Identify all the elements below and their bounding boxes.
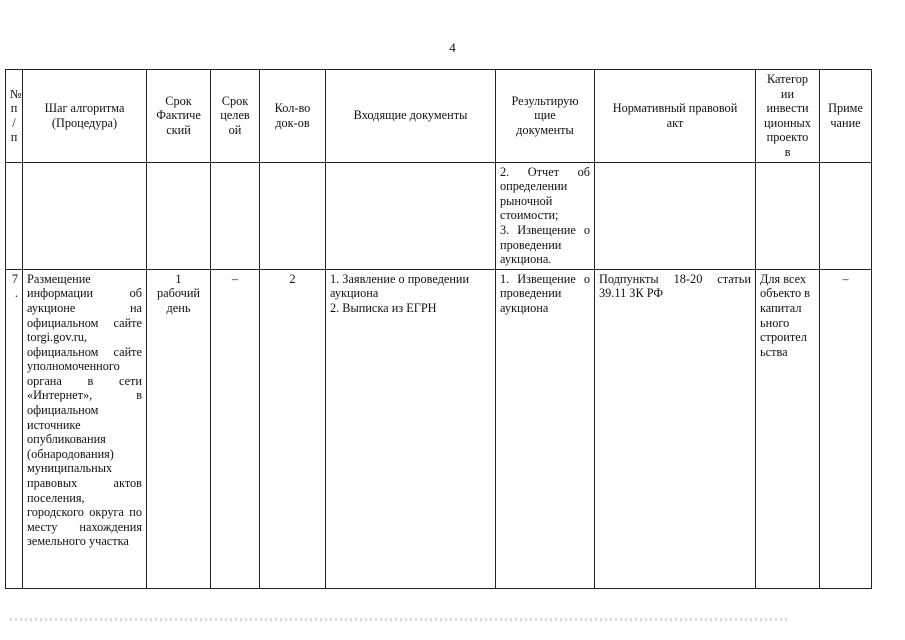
- row-notes: –: [820, 269, 872, 588]
- row-step: Размещение информации об аукционе на официальном сайте torgi.gov.ru, официальном сайте уполномоченного органа в сети «Интернет», в официальном источнике опубликования (обнародования) муниципальных правовых актов поселения, городского округа по месту нахождения земельного участка: [23, 269, 147, 588]
- cell-empty: [6, 162, 23, 269]
- cell-empty: [326, 162, 496, 269]
- continuation-result-docs: 2. Отчет об определении рыночной стоимости; 3. Извещение о проведении аукциона.: [496, 162, 595, 269]
- header-input-docs: Входящие документы: [326, 70, 496, 163]
- cell-empty: [595, 162, 756, 269]
- header-term-actual: Срок Фактиче ский: [147, 70, 211, 163]
- cell-empty: [820, 162, 872, 269]
- row-input-docs: 1. Заявление о проведении аукциона 2. Выписка из ЕГРН: [326, 269, 496, 588]
- row-result-docs: 1. Извещение о проведении аукциона: [496, 269, 595, 588]
- cell-empty: [147, 162, 211, 269]
- table-header-row: [6, 70, 872, 163]
- scan-noise-line: [10, 618, 790, 621]
- header-legal-act: Нормативный правовой акт: [595, 70, 756, 163]
- header-step: Шаг алгоритма (Процедура): [23, 70, 147, 163]
- header-notes: Приме чание: [820, 70, 872, 163]
- header-doc-count: Кол-во док-ов: [260, 70, 326, 163]
- page-number: 4: [449, 40, 456, 55]
- table-row: [6, 269, 872, 588]
- row-doc-count: 2: [260, 269, 326, 588]
- row-categories: Для всех объекто в капитал ьного строител ьства: [756, 269, 820, 588]
- cell-empty: [211, 162, 260, 269]
- header-term-target: Срок целев ой: [211, 70, 260, 163]
- cell-empty: [260, 162, 326, 269]
- row-legal-act: Подпункты 18-20 статьи 39.11 ЗК РФ: [595, 269, 756, 588]
- row-term-actual: 1 рабочий день: [147, 269, 211, 588]
- cell-empty: [23, 162, 147, 269]
- cell-empty: [756, 162, 820, 269]
- header-categories: Категор ии инвести ционных проекто в: [756, 70, 820, 163]
- row-term-target: –: [211, 269, 260, 588]
- row-num: 7.: [6, 269, 23, 588]
- algorithm-table: [5, 69, 872, 589]
- header-result-docs: Результирую щие документы: [496, 70, 595, 163]
- table-row-continuation: [6, 162, 872, 269]
- header-num: № п/п: [6, 70, 23, 163]
